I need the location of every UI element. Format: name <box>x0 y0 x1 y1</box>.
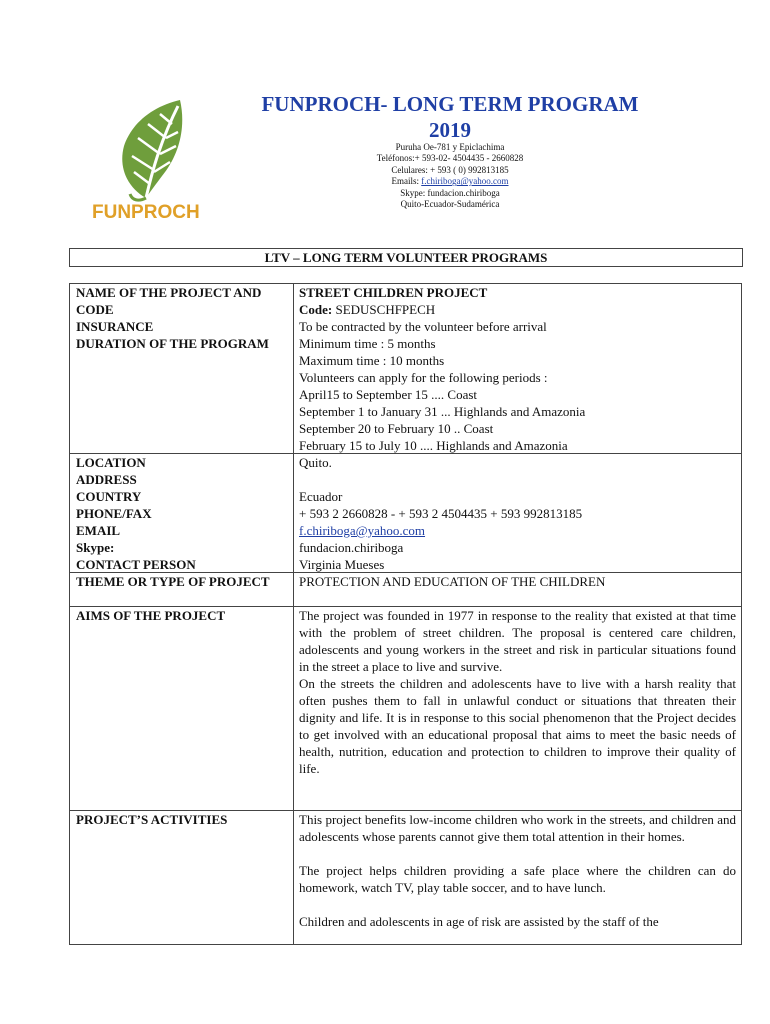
column-divider <box>293 283 294 945</box>
contact-details <box>299 454 736 573</box>
logo-text: FUNPROCH <box>92 202 200 223</box>
skype-value: fundacion.chiriboga <box>299 540 404 555</box>
location-value: Quito. <box>299 455 332 470</box>
label-theme: THEME OR TYPE OF PROJECT <box>76 574 270 589</box>
contact-value: Virginia Mueses <box>299 557 385 572</box>
emails-line <box>250 176 650 187</box>
page-title: FUNPROCH- LONG TERM PROGRAM <box>261 92 639 116</box>
country-value: Ecuador <box>299 489 343 504</box>
label-address: ADDRESS <box>76 472 137 487</box>
aims-text <box>299 607 736 777</box>
label-skype: Skype: <box>76 540 115 555</box>
period-1: April15 to September 15 .... Coast <box>299 387 478 402</box>
address-value <box>299 471 736 488</box>
contact-block <box>250 142 650 210</box>
project-code: Code: SEDUSCHFPECH <box>299 302 436 317</box>
section-banner: LTV – LONG TERM VOLUNTEER PROGRAMS <box>69 248 743 267</box>
label-country: COUNTRY <box>76 489 142 504</box>
phones-line: Teléfonos:+ 593-02- 4504435 - 2660828 <box>376 153 524 164</box>
phone-value: + 593 2 2660828 - + 593 2 4504435 + 593 992813185 <box>299 506 583 521</box>
address-line: Puruha Oe-781 y Epiclachima <box>395 142 505 152</box>
cell-line: Celulares: + 593 ( 0) 992813185 <box>391 164 509 175</box>
label-duration: DURATION OF THE PROGRAM <box>76 336 269 351</box>
project-name: STREET CHILDREN PROJECT <box>299 285 488 300</box>
max-time: Maximum time : 10 months <box>299 353 445 368</box>
aims-paragraph-2: On the streets the children and adolescents have to live with a harsh reality that often pushes them to fall in unlawful conduct or situations that threaten their dignity and life. It is in response to this social phenomenon that the Project decides to get involved with an educational proposal that aims to meet the basic needs of health, nutrition, education and protection to children to improve their quality of life. <box>299 676 736 776</box>
label-location: LOCATION <box>76 455 146 470</box>
project-details <box>299 284 736 454</box>
activities-text <box>299 811 736 930</box>
label-contact: CONTACT PERSON <box>76 557 196 572</box>
activities-paragraph-2: The project helps children providing a safe place where the children can do homework, watch TV, play table soccer, and to have lunch. <box>299 863 736 895</box>
skype-line: Skype: fundacion.chiriboga <box>400 187 500 198</box>
activities-paragraph-1: This project benefits low-income children who work in the streets, and children and adolescents whose parents cannot give them total attention in their homes. <box>299 812 736 844</box>
email-value-link[interactable]: f.chiriboga@yahoo.com <box>299 523 426 538</box>
min-time: Minimum time : 5 months <box>299 336 436 351</box>
aims-paragraph-1: The project was founded in 1977 in response to the reality that existed at that time with the problem of street children. The proposal is centered care children, adolescents and young workers in the street and risk in particular situations found in the street a place to live and survive. <box>299 608 736 674</box>
period-4: February 15 to July 10 .... Highlands and Amazonia <box>299 438 568 453</box>
activities-paragraph-3: Children and adolescents in age of risk are assisted by the staff of the <box>299 914 659 929</box>
city-line: Quito-Ecuador-Sudamérica <box>400 199 500 210</box>
period-2: September 1 to January 31 ... Highlands and Amazonia <box>299 404 586 419</box>
label-phone: PHONE/FAX <box>76 506 152 521</box>
label-aims: AIMS OF THE PROJECT <box>76 608 226 623</box>
label-activities: PROJECT’S ACTIVITIES <box>76 812 228 827</box>
program-table <box>69 283 742 945</box>
label-email: EMAIL <box>76 523 121 538</box>
label-name: NAME OF THE PROJECT AND CODE <box>76 285 262 317</box>
periods-intro: Volunteers can apply for the following periods : <box>299 370 548 385</box>
emails-label: Emails: <box>391 176 419 187</box>
period-3: September 20 to February 10 .. Coast <box>299 421 494 436</box>
insurance-value: To be contracted by the volunteer before arrival <box>299 319 547 334</box>
email-link[interactable]: f.chiriboga@yahoo.com <box>421 176 509 187</box>
page-year: 2019 <box>429 118 471 142</box>
label-insurance: INSURANCE <box>76 319 154 334</box>
theme-value: PROTECTION AND EDUCATION OF THE CHILDREN <box>299 574 606 589</box>
